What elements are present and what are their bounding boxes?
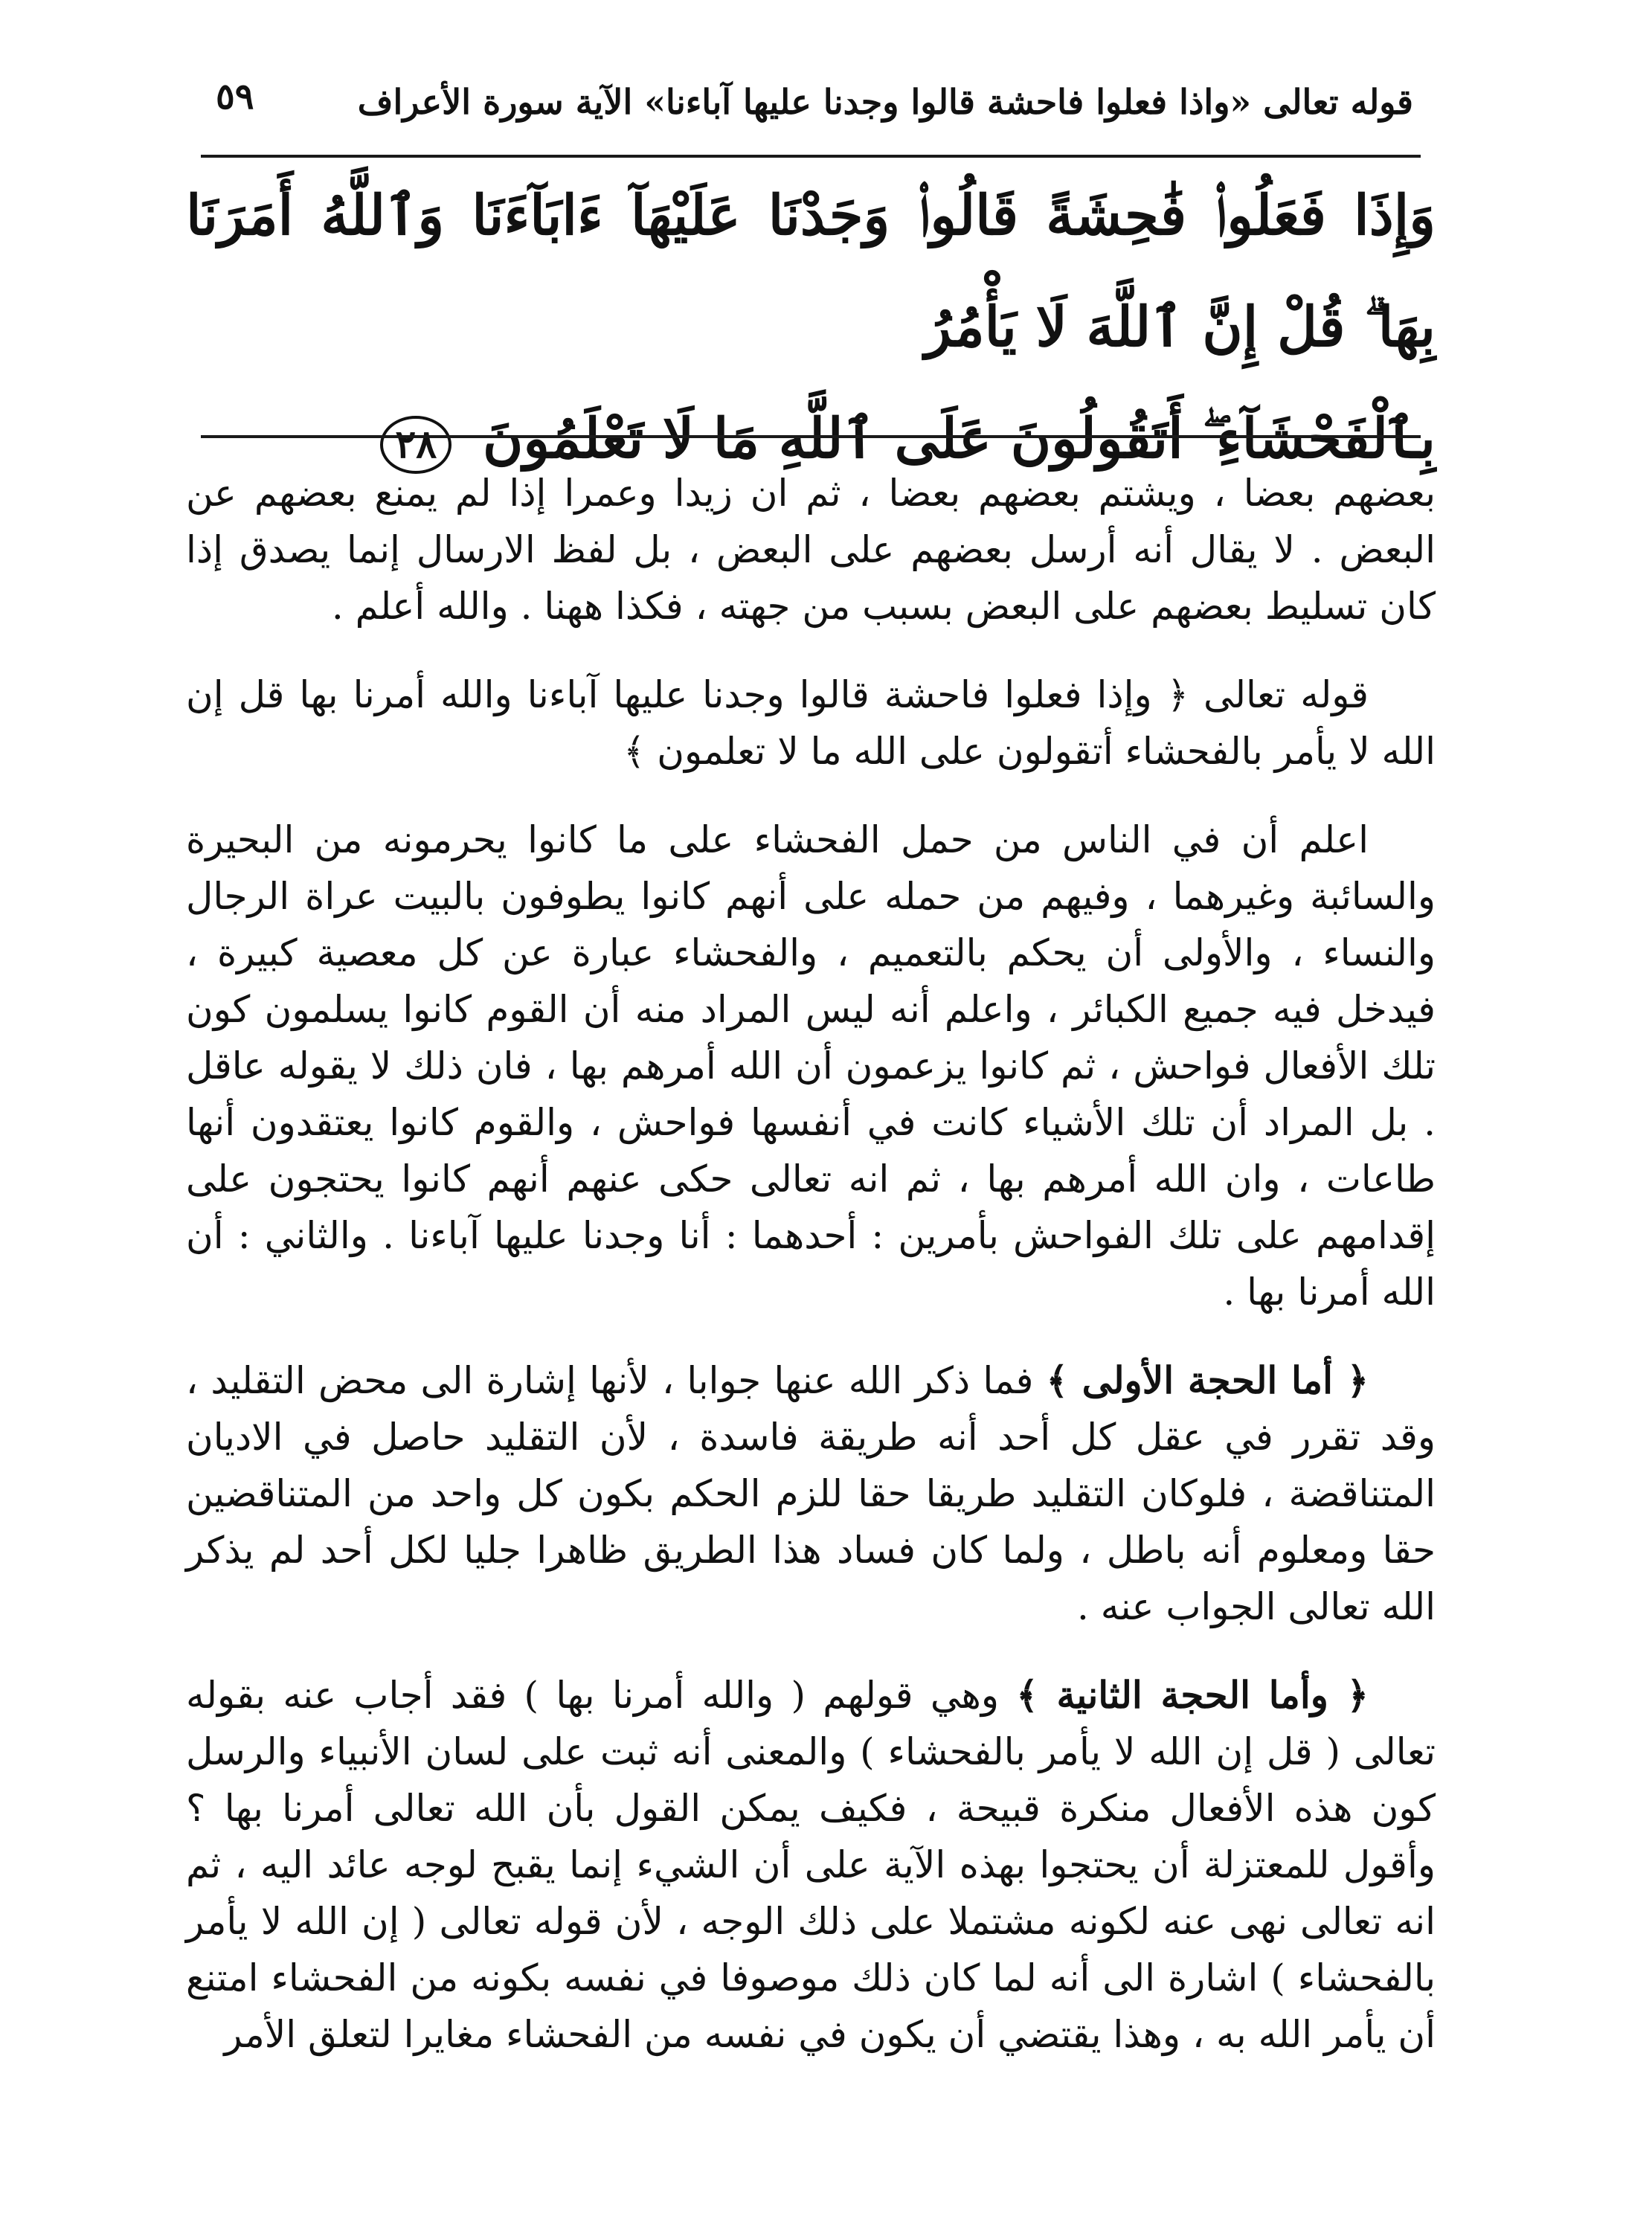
verse-number-medallion: ٢٨ [380,416,451,474]
running-title: قوله تعالى «واذا فعلوا فاحشة قالوا وجدنا عليها آباءنا» الآية سورة الأعراف [357,82,1413,122]
quran-verse [186,160,1436,471]
commentary-body [186,465,1436,2183]
page-header [208,74,1413,156]
header-rule [201,155,1421,158]
page-number: ٥٩ [216,76,254,118]
paragraph-1: بعضهم بعضا ، ويشتم بعضهم بعضا ، ثم ان زيدا وعمرا إذا لم يمنع بعضهم عن البعض . لا يقال أنه أرسل بعضهم على البعض ، بل لفظ الارسال إنما يصدق إذا كان تسليط بعضهم على البعض بسبب من جهته ، فكذا ههنا . والله أعلم . [186,472,1436,628]
paragraph-4-text: فما ذكر الله عنها جوابا ، لأنها إشارة الى محض التقليد ، وقد تقرر في عقل كل أحد أنه طريقة فاسدة ، لأن التقليد حاصل في الاديان المتناقضة ، فلوكان التقليد طريقا حقا للزم الحكم بكون كل واحد من المتناقضين حقا ومعلوم أنه باطل ، ولما كان فساد هذا الطريق ظاهرا جليا لكل أحد لم يذكر الله تعالى الجواب عنه . [186,1359,1436,1628]
paragraph-2: قوله تعالى ﴿ وإذا فعلوا فاحشة قالوا وجدنا عليها آباءنا والله أمرنا بها قل إن الله لا يأمر بالفحشاء أتقولون على الله ما لا تعلمون ﴾ [186,673,1436,773]
verse-line-1: وَإِذَا فَعَلُوا۟ فَٰحِشَةً قَالُوا۟ وَجَدْنَا عَلَيْهَآ ءَابَآءَنَا وَٱللَّهُ أَمَرَنَا بِهَا ۗ قُلْ إِنَّ ٱللَّهَ لَا يَأْمُرُ [186,184,1436,359]
paragraph-5-heading: ﴿ وأما الحجة الثانية ﴾ [1016,1673,1369,1717]
paragraph-5-text: وهي قولهم ( والله أمرنا بها ) فقد أجاب عنه بقوله تعالى ( قل إن الله لا يأمر بالفحشاء ) والمعنى أنه ثبت على لسان الأنبياء والرسل كون هذه الأفعال منكرة قبيحة ، فكيف يمكن القول بأن الله تعالى أمرنا بها ؟ وأقول للمعتزلة أن يحتجوا بهذه الآية على أن الشيء إنما يقبح لوجه عائد اليه ، ثم انه تعالى نهى عنه لكونه مشتملا على ذلك الوجه ، لأن قوله تعالى ( إن الله لا يأمر بالفحشاء ) اشارة الى أنه لما كان ذلك موصوفا في نفسه بكونه من الفحشاء امتنع أن يأمر الله به ، وهذا يقتضي أن يكون في نفسه من الفحشاء مغايرا لتعلق الأمر [186,1674,1436,2056]
paragraph-4 [186,1352,1436,1635]
verse-line-2-text: بِٱلْفَحْشَآءِ ۖ أَتَقُولُونَ عَلَى ٱللَّهِ مَا لَا تَعْلَمُونَ [482,407,1436,471]
paragraph-4-heading: ﴿ أما الحجة الأولى ﴾ [1046,1358,1369,1402]
paragraph-5 [186,1667,1436,2063]
verse-rule [201,435,1421,438]
paragraph-3: اعلم أن في الناس من حمل الفحشاء على ما كانوا يحرمونه من البحيرة والسائبة وغيرهما ، وفيهم من حمله على أنهم كانوا يطوفون بالبيت عراة الرجال والنساء ، والأولى أن يحكم بالتعميم ، والفحشاء عبارة عن كل معصية كبيرة ، فيدخل فيه جميع الكبائر ، واعلم أنه ليس المراد منه أن القوم كانوا يسلمون كون تلك الأفعال فواحش ، ثم كانوا يزعمون أن الله أمرهم بها ، فان ذلك لا يقوله عاقل . بل المراد أن تلك الأشياء كانت في أنفسها فواحش ، والقوم كانوا يعتقدون أنها طاعات ، وان الله أمرهم بها ، ثم انه تعالى حكى عنهم أنهم كانوا يحتجون على إقدامهم على تلك الفواحش بأمرين : أحدهما : أنا وجدنا عليها آباءنا . والثاني : أن الله أمرنا بها . [186,818,1436,1314]
